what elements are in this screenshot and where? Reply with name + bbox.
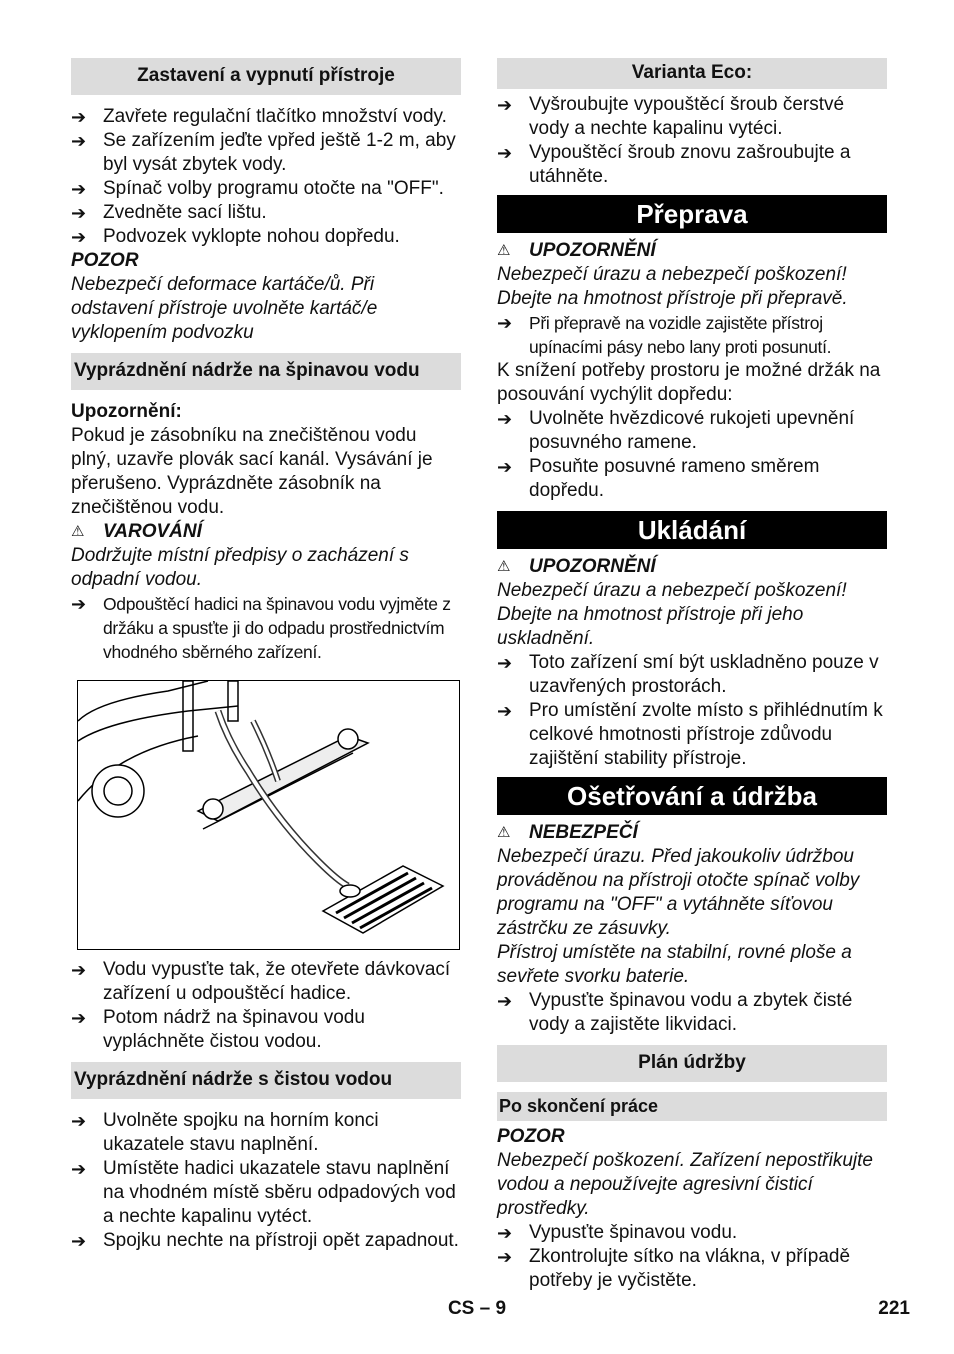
caution-text: Nebezpečí deformace kartáče/ů. Při odstavení přístroje uvolněte kartáč/e vyklopením podvozku [71, 274, 378, 343]
arrow-right-icon: ➔ [71, 203, 87, 223]
arrow-right-icon: ➔ [71, 594, 86, 614]
list-item: ➔ Vypusťte špinavou vodu. [497, 1222, 738, 1243]
arrow-right-icon: ➔ [497, 701, 513, 721]
arrow-right-icon: ➔ [497, 653, 513, 673]
page-number: 221 [878, 1298, 910, 1319]
warning-text: Nebezpečí úrazu a nebezpečí poškození! Dbejte na hmotnost přístroje při jeho uskladnění. [497, 580, 847, 649]
left-column [71, 58, 461, 1253]
arrow-right-icon: ➔ [71, 1008, 87, 1028]
heading-empty-clean-tank: Vyprázdnění nádrže s čistou vodou [71, 1062, 461, 1099]
heading-storage: Ukládání [497, 511, 887, 549]
list-item: ➔ Vypusťte špinavou vodu a zbytek čisté vody a zajistěte likvidaci. [497, 990, 853, 1035]
warning-text: Dodržujte místní předpisy o zacházení s odpadní vodou. [71, 545, 409, 590]
arrow-right-icon: ➔ [71, 960, 87, 980]
warning-triangle-icon: ⚠ [497, 242, 511, 259]
warning-row: ⚠ VAROVÁNÍ [71, 521, 202, 542]
arrow-right-icon: ➔ [497, 991, 513, 1011]
list-item: ➔ Uvolněte spojku na horním konci ukazatele stavu naplnění. [71, 1110, 379, 1155]
list-item: ➔ Vyšroubujte vypouštěcí šroub čerstvé vody a nechte kapalinu vytéci. [497, 94, 845, 139]
list-item: ➔ Odpouštěcí hadici na špinavou vodu vyjměte z držáku a spusťte ji do odpadu prostřednictvím vhodného sběrného zařízení. [71, 594, 451, 662]
list-item: ➔ Spínač volby programu otočte na "OFF". [71, 178, 444, 199]
list-item: ➔ Potom nádrž na špinavou vodu vypláchněte čistou vodou. [71, 1007, 365, 1052]
danger-row: ⚠ NEBEZPEČÍ [497, 822, 638, 843]
heading-transport: Přeprava [497, 195, 887, 233]
arrow-right-icon: ➔ [71, 179, 87, 199]
heading-stop-device: Zastavení a vypnutí přístroje [71, 58, 461, 95]
heading-maintenance-plan: Plán údržby [497, 1045, 887, 1082]
right-column [497, 58, 887, 1293]
arrow-right-icon: ➔ [497, 313, 513, 333]
list-item: ➔ Vodu vypusťte tak, že otevřete dávkovací zařízení u odpouštěcí hadice. [71, 959, 451, 1004]
list-item: ➔ Vypouštěcí šroub znovu zašroubujte a utáhněte. [497, 142, 851, 187]
list-item: ➔ Zvedněte sací lištu. [71, 202, 267, 223]
list-item: ➔ Posuňte posuvné rameno směrem dopředu. [497, 456, 820, 501]
list-item: ➔ Spojku nechte na přístroji opět zapadnout. [71, 1230, 459, 1251]
arrow-right-icon: ➔ [497, 457, 513, 477]
arrow-right-icon: ➔ [497, 1223, 513, 1243]
arrow-right-icon: ➔ [497, 409, 513, 429]
warning-triangle-icon: ⚠ [497, 824, 511, 841]
arrow-right-icon: ➔ [497, 143, 513, 163]
list-item: ➔ Se zařízením jeďte vpřed ještě 1-2 m, aby byl vysát zbytek vody. [71, 130, 456, 175]
heading-empty-dirty-tank: Vyprázdnění nádrže na špinavou vodu [71, 353, 461, 390]
arrow-right-icon: ➔ [497, 95, 513, 115]
warning-row: ⚠ UPOZORNĚNÍ [497, 240, 656, 261]
list-item: ➔ Pro umístění zvolte místo s přihlédnutím k celkové hmotnosti přístroje zdůvodu zajištění stability přístroje. [497, 700, 883, 769]
drain-hose-illustration [77, 680, 460, 950]
danger-text-1: Nebezpečí úrazu. Před jakoukoliv údržbou prováděnou na přístroji otočte spínač volby programu na "OFF" a vytáhněte síťovou zástrčku ze zásuvky. [497, 846, 860, 939]
arrow-right-icon: ➔ [71, 131, 87, 151]
list-item: ➔ Zkontrolujte sítko na vlákna, v případě potřeby je vyčistěte. [497, 1246, 851, 1291]
arrow-right-icon: ➔ [71, 1231, 87, 1251]
caution-label: POZOR [497, 1126, 565, 1147]
danger-text-2: Přístroj umístěte na stabilní, rovné ploše a sevřete svorku baterie. [497, 942, 852, 987]
warning-triangle-icon: ⚠ [71, 523, 85, 540]
drain-hose-drawing [78, 681, 459, 949]
arrow-right-icon: ➔ [71, 1159, 87, 1179]
arrow-right-icon: ➔ [71, 107, 87, 127]
heading-eco-variant: Varianta Eco: [497, 58, 887, 89]
arrow-right-icon: ➔ [497, 1247, 513, 1267]
note-text: Pokud je zásobníku na znečištěnou vodu plný, uzavře plovák sací kanál. Vysávání je přerušeno. Vyprázdněte zásobník na znečištěnou vodu. [71, 425, 433, 518]
caution-label: POZOR [71, 250, 139, 271]
body-text: K snížení potřeby prostoru je možné držák na posouvání vychýlit dopředu: [497, 360, 881, 405]
list-item: ➔ Umístěte hadici ukazatele stavu naplnění na vhodném místě sběru odpadových vod a nechte kapalinu vytéct. [71, 1158, 456, 1227]
note-label: Upozornění: [71, 401, 182, 422]
arrow-right-icon: ➔ [71, 227, 87, 247]
list-item: ➔ Uvolněte hvězdicové rukojeti upevnění posuvného ramene. [497, 408, 855, 453]
list-item: ➔ Podvozek vyklopte nohou dopředu. [71, 226, 400, 247]
heading-care-maintenance: Ošetřování a údržba [497, 777, 887, 815]
list-item: ➔ Při přepravě na vozidle zajistěte přístroj upínacími pásy nebo lany proti posunutí. [497, 313, 832, 357]
heading-after-work: Po skončení práce [497, 1092, 887, 1121]
warning-row: ⚠ UPOZORNĚNÍ [497, 556, 656, 577]
list-item: ➔ Toto zařízení smí být uskladněno pouze v uzavřených prostorách. [497, 652, 879, 697]
list-item: ➔ Zavřete regulační tlačítko množství vody. [71, 106, 447, 127]
caution-text: Nebezpečí poškození. Zařízení nepostřikujte vodou a nepoužívejte agresivní čisticí prostředky. [497, 1150, 873, 1219]
warning-text: Nebezpečí úrazu a nebezpečí poškození! Dbejte na hmotnost přístroje při přepravě. [497, 264, 848, 309]
footer-section-label: CS – 9 [447, 1298, 507, 1319]
arrow-right-icon: ➔ [71, 1111, 87, 1131]
warning-triangle-icon: ⚠ [497, 558, 511, 575]
